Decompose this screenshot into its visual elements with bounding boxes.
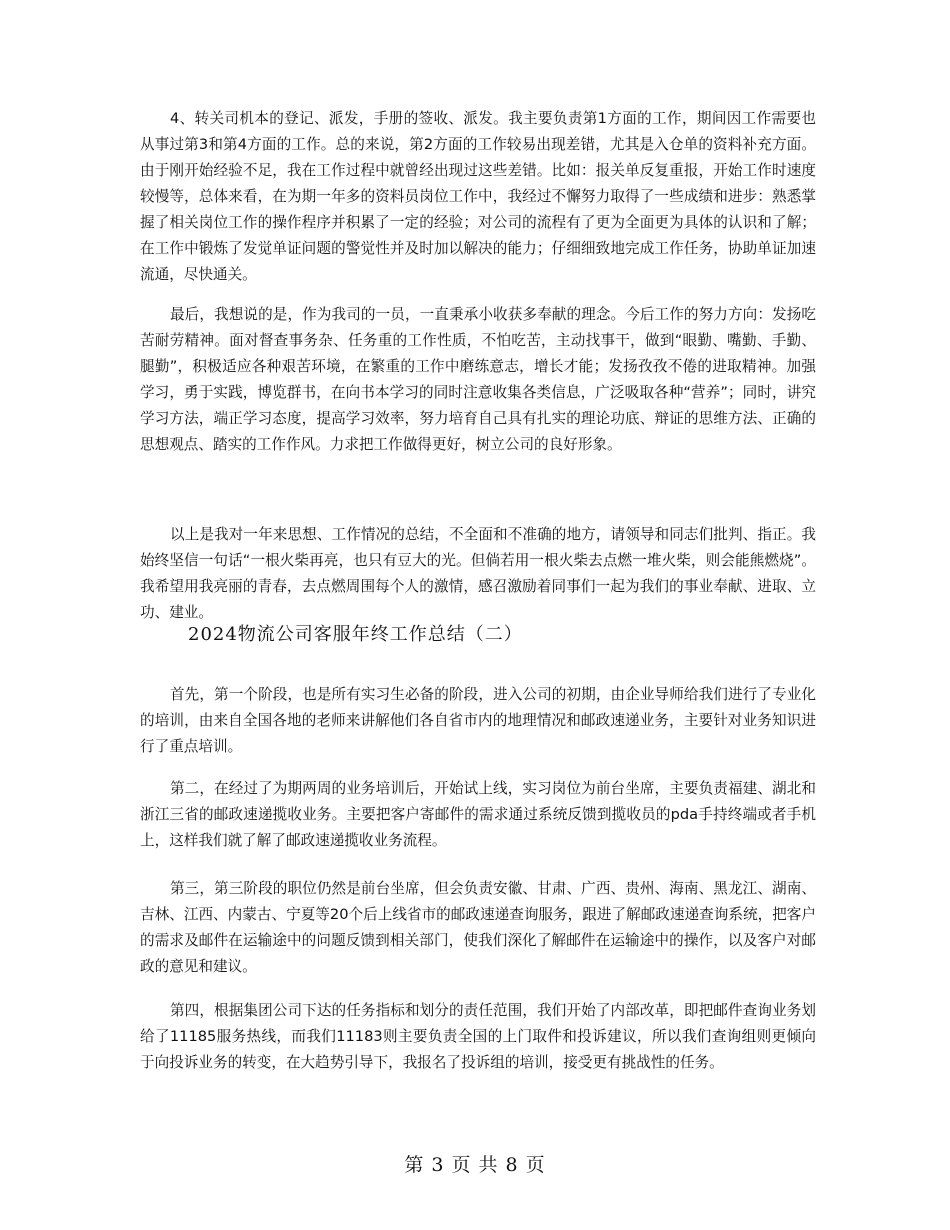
body-paragraph: 以上是我对一年来思想、工作情况的总结，不全面和不准确的地方，请领导和同志们批判、指正。我始终坚信一句话“一根火柴再亮，也只有豆大的光。但倘若用一根火柴去点燃一堆火柴，则会能熊燃烧”。我希望用我亮丽的青春，去点燃周围每个人的激情，感召激励着同事们一起为我们的事业奉献、进取、立功、建业。	[140, 526, 816, 621]
body-paragraph: 最后，我想说的是，作为我司的一员，一直秉承小收获多奉献的理念。今后工作的努力方向：发扬吃苦耐劳精神。面对督查事务杂、任务重的工作性质，不怕吃苦，主动找事干，做到“眼勤、嘴勤、手勤、腿勤”，积极适应各种艰苦环境，在繁重的工作中磨练意志，增长才能；发扬孜孜不倦的进取精神。加强学习，勇于实践，博览群书，在向书本学习的同时注意收集各类信息，广泛吸取各种“营养”；同时，讲究学习方法，端正学习态度，提高学习效率，努力培育自己具有扎实的理论功底、辩证的思维方法、正确的思想观点、踏实的工作作风。力求把工作做得更好，树立公司的良好形象。	[140, 306, 816, 453]
section-title: 2024物流公司客服年终工作总结（二）	[188, 624, 523, 645]
body-paragraph: 4、转关司机本的登记、派发，手册的签收、派发。我主要负责第1方面的工作，期间因工作需要也从事过第3和第4方面的工作。总的来说，第2方面的工作较易出现差错，尤其是入仓单的资料补充方面。由于刚开始经验不足，我在工作过程中就曾经出现过这些差错。比如：报关单反复重报，开始工作时速度较慢等，总体来看，在为期一年多的资料员岗位工作中，我经过不懈努力取得了一些成绩和进步：熟悉掌握了相关岗位工作的操作程序并积累了一定的经验；对公司的流程有了更为全面更为具体的认识和了解；在工作中锻炼了发觉单证问题的警觉性并及时加以解决的能力；仔细细致地完成工作任务，协助单证加速流通，尽快通关。	[140, 110, 816, 283]
body-paragraph: 首先，第一个阶段，也是所有实习生必备的阶段，进入公司的初期，由企业导师给我们进行了专业化的培训，由来自全国各地的老师来讲解他们各自省市内的地理情况和邮政速递业务，主要针对业务知识进行了重点培训。	[140, 686, 816, 755]
body-paragraph: 第三，第三阶段的职位仍然是前台坐席，但会负责安徽、甘肃、广西、贵州、海南、黑龙江、湖南、吉林、江西、内蒙古、宁夏等20个后上线省市的邮政速递查询服务，跟进了解邮政速递查询系统，把客户的需求及邮件在运输途中的问题反馈到相关部门，使我们深化了解邮件在运输途中的操作，以及客户对邮政的意见和建议。	[140, 880, 816, 975]
page-footer: 第 3 页 共 8 页	[404, 1154, 546, 1176]
body-paragraph: 第二，在经过了为期两周的业务培训后，开始试上线，实习岗位为前台坐席，主要负责福建、湖北和浙江三省的邮政速递揽收业务。主要把客户寄邮件的需求通过系统反馈到揽收员的pda手持终端或者手机上，这样我们就了解了邮政速递揽收业务流程。	[140, 780, 816, 849]
body-paragraph: 第四，根据集团公司下达的任务指标和划分的责任范围，我们开始了内部改革，即把邮件查询业务划给了11185服务热线，而我们11183则主要负责全国的上门取件和投诉建议，所以我们查询组则更倾向于向投诉业务的转变，在大趋势引导下，我报名了投诉组的培训，接受更有挑战性的任务。	[140, 1002, 816, 1071]
